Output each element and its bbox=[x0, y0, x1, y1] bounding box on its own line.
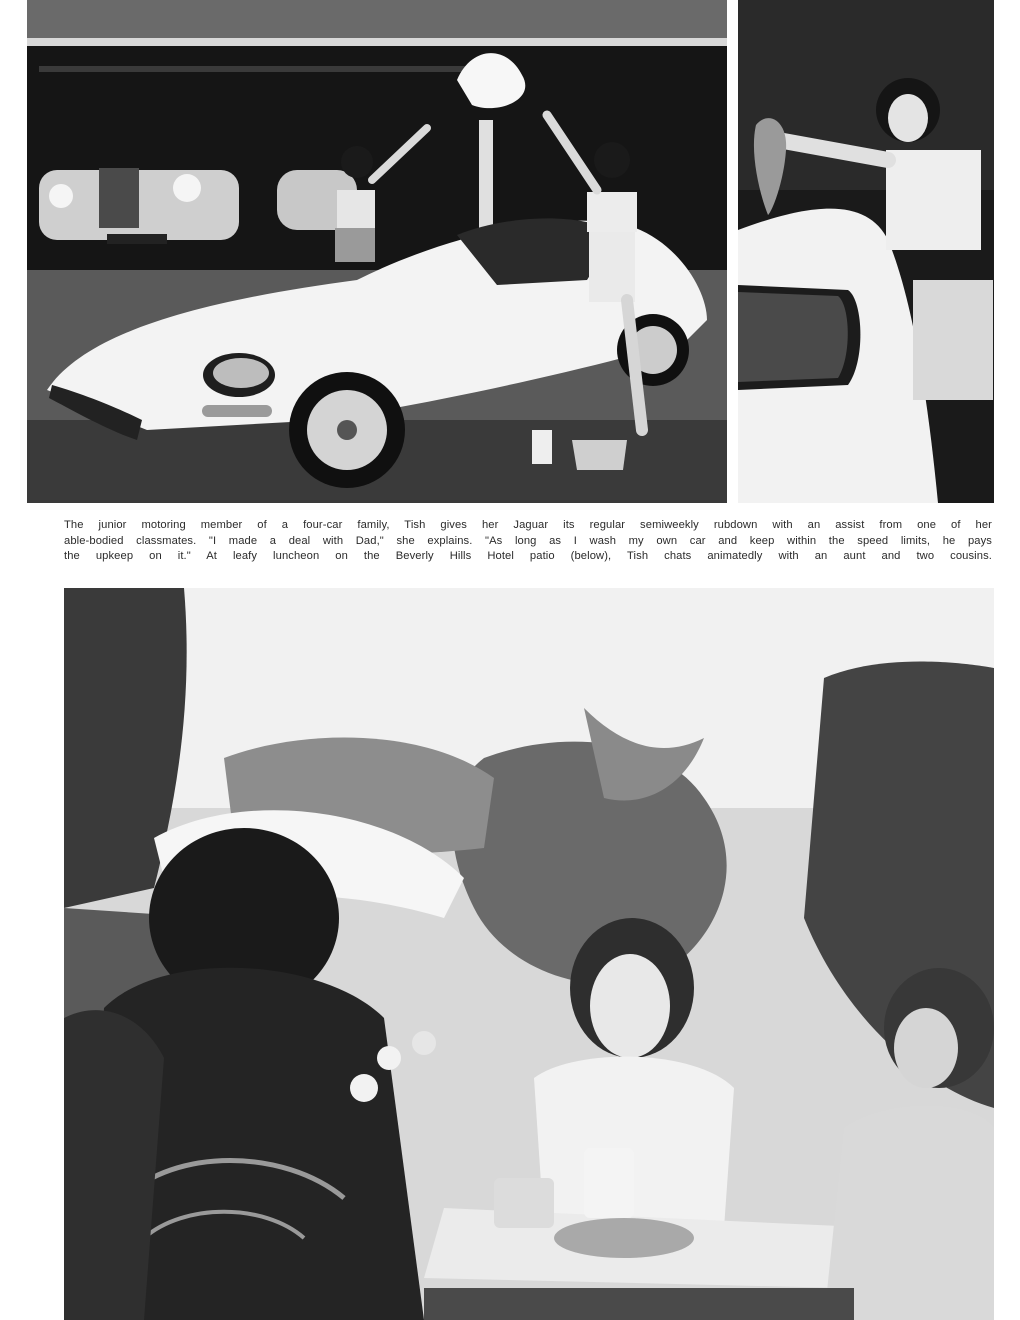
photo-patio-luncheon bbox=[64, 588, 994, 1320]
photo-caption bbox=[64, 518, 992, 565]
caption-line: the upkeep on it." At leafy luncheon on the Beverly Hills Hotel patio (below), Tish chats animatedly with an aunt and two cousins. bbox=[64, 550, 992, 562]
luncheon-illustration bbox=[64, 588, 994, 1320]
caption-line: The junior motoring member of a four-car family, Tish gives her Jaguar its regular semiweekly rubdown with an assist from one of her bbox=[64, 519, 992, 531]
caption-line: able-bodied classmates. "I made a deal with Dad," she explains. "As long as I wash my own car and keep within the speed limits, he pays bbox=[64, 534, 992, 547]
car-hood-illustration bbox=[738, 0, 994, 503]
photo-car-hood bbox=[738, 0, 994, 503]
photo-car-wash bbox=[27, 0, 727, 503]
car-wash-illustration bbox=[27, 0, 727, 503]
